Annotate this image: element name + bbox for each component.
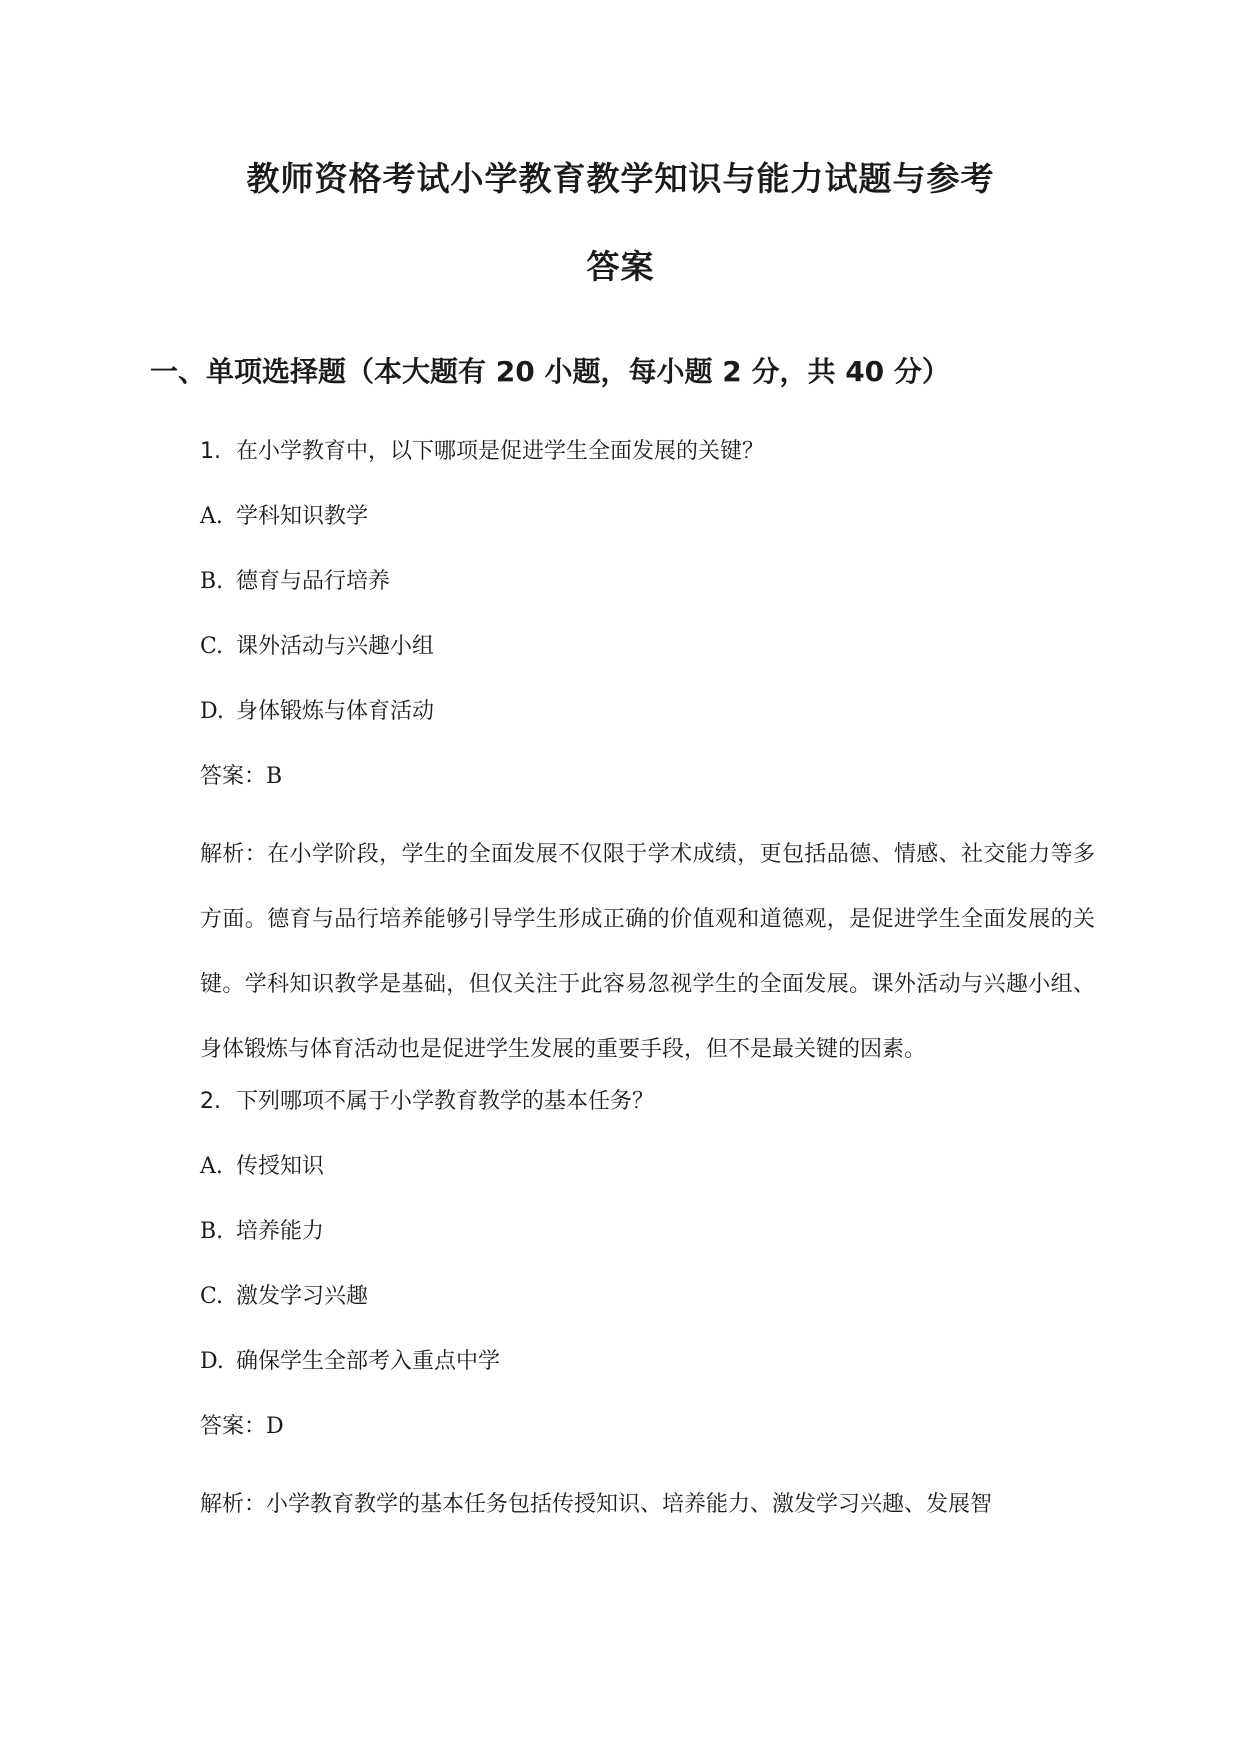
option-text: 传授知识	[236, 1154, 325, 1179]
question-text: 在小学教育中，以下哪项是促进学生全面发展的关键？	[236, 439, 765, 464]
section-heading: 一、单项选择题（本大题有 20 小题，每小题 2 分，共 40 分）	[150, 355, 950, 388]
option-a	[200, 497, 1100, 562]
question-text: 下列哪项不属于小学教育教学的基本任务？	[236, 1089, 655, 1114]
option-letter: A.	[200, 1154, 223, 1179]
question-number: 2.	[200, 1089, 221, 1114]
option-letter: C.	[200, 1284, 224, 1309]
option-a	[200, 1147, 1100, 1212]
option-b	[200, 562, 1100, 627]
question-stem	[200, 432, 1100, 497]
question-list	[200, 432, 1100, 1537]
option-text: 激发学习兴趣	[236, 1284, 369, 1309]
option-text: 确保学生全部考入重点中学	[236, 1349, 501, 1374]
option-text: 培养能力	[236, 1219, 325, 1244]
option-c	[200, 1277, 1100, 1342]
option-letter: A.	[200, 504, 223, 529]
analysis: 解析：在小学阶段，学生的全面发展不仅限于学术成绩，更包括品德、情感、社交能力等多方面。德育与品行培养能够引导学生形成正确的价值观和道德观，是促进学生全面发展的关键。学科知识教学是基础，但仅关注于此容易忽视学生的全面发展。课外活动与兴趣小组、身体锻炼与体育活动也是促进学生发展的重要手段，但不是最关键的因素。	[200, 842, 1095, 1062]
answer: 答案：D	[200, 1414, 284, 1439]
option-text: 身体锻炼与体育活动	[236, 699, 435, 724]
option-letter: D.	[200, 699, 224, 724]
document-title-line-2: 答案	[586, 247, 655, 286]
option-c	[200, 627, 1100, 692]
option-letter: C.	[200, 634, 224, 659]
question-stem	[200, 1082, 1100, 1147]
analysis: 解析：小学教育教学的基本任务包括传授知识、培养能力、激发学习兴趣、发展智	[200, 1492, 993, 1517]
document-title-line-1: 教师资格考试小学教育教学知识与能力试题与参考	[246, 159, 995, 198]
option-text: 德育与品行培养	[236, 569, 391, 594]
option-letter: D.	[200, 1349, 224, 1374]
option-b	[200, 1212, 1100, 1277]
option-text: 学科知识教学	[236, 504, 369, 529]
option-d	[200, 692, 1100, 757]
option-d	[200, 1342, 1100, 1407]
option-letter: B.	[200, 569, 224, 594]
option-letter: B.	[200, 1219, 224, 1244]
answer: 答案：B	[200, 764, 283, 789]
question-number: 1.	[200, 439, 221, 464]
option-text: 课外活动与兴趣小组	[236, 634, 435, 659]
